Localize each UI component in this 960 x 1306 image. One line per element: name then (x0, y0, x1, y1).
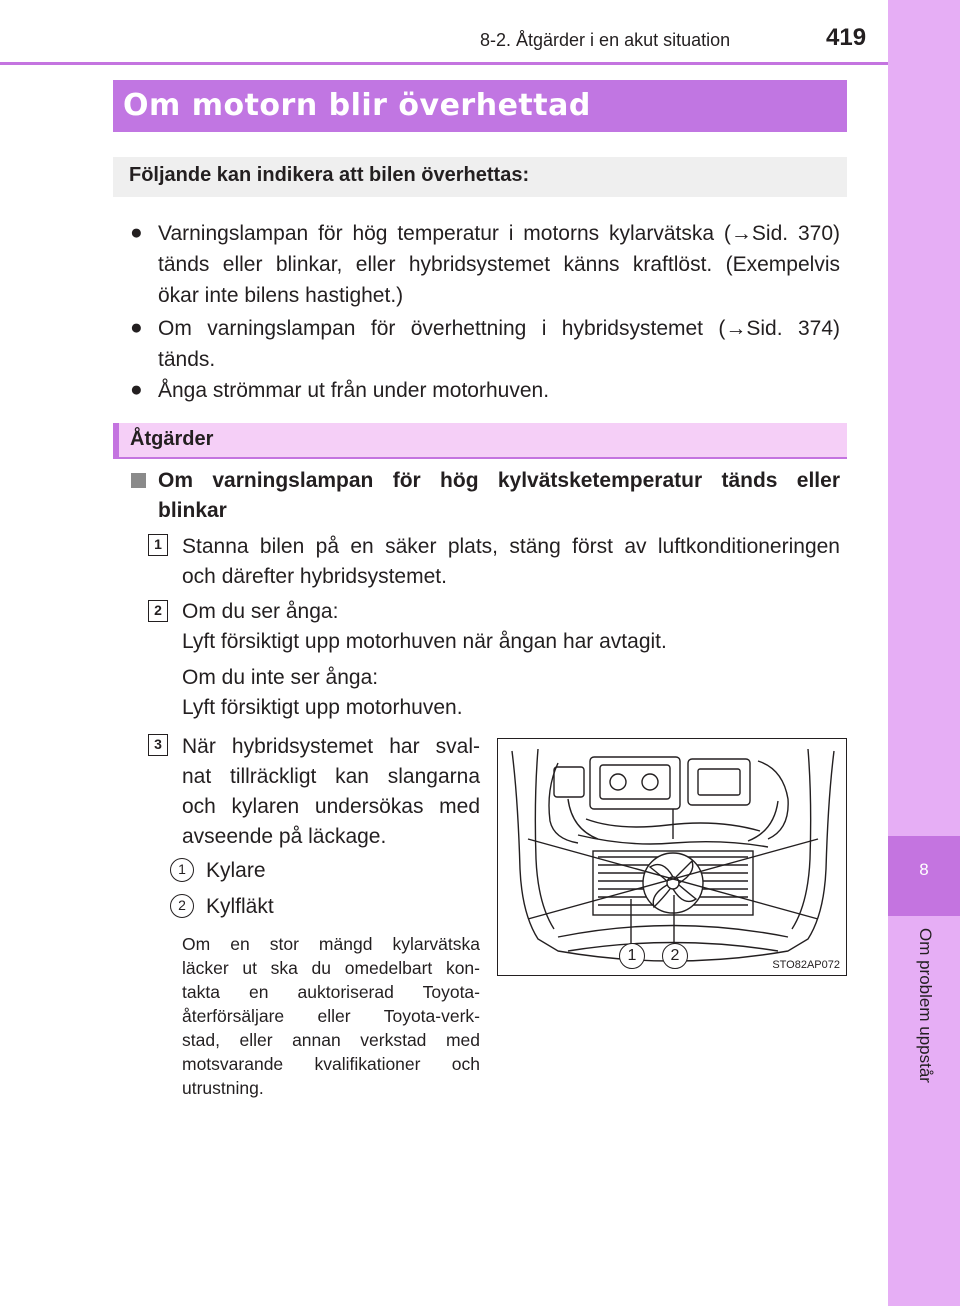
bullet-dot-icon: ● (130, 378, 143, 401)
bullet-line: ökar inte bilens hastighet.) (158, 284, 404, 307)
engine-bay-drawing (498, 739, 847, 976)
indicators-heading: Följande kan indikera att bilen överhettas: (129, 164, 530, 186)
bullet-line: tänds eller blinkar, eller hybridsystemet känns kraftlöst. (Exempelvis (158, 253, 840, 276)
actions-box (113, 423, 847, 459)
figure-code: STO82AP072 (772, 959, 840, 971)
figure-callout-1: 1 (619, 943, 645, 969)
legend-label-1: Kylare (206, 859, 266, 882)
bullet-line: Varningslampan för hög temperatur i motorns kylarvätska (→Sid. 370) (158, 222, 840, 245)
square-bullet-icon (131, 473, 146, 488)
warning-note: Om en stor mängd kylarvätska läcker ut ska du omedelbart kon- takta en auktoriserad Toyota- återförsäljare eller Toyota-verk- stad, eller annan verkstad med motsvarande kvalifikationer och utrustning. (182, 934, 480, 1098)
chapter-label: Om problem uppstår (916, 928, 935, 1083)
bullet-item (158, 218, 840, 311)
step-number-2: 2 (148, 600, 168, 622)
step-3-text: När hybridsystemet har sval- nat tillräckligt kan slangarna och kylaren undersökas med avseende på läckage. (182, 735, 480, 848)
bullet-dot-icon: ● (130, 316, 143, 339)
bullet-line: tänds. (158, 348, 216, 371)
page-number: 419 (826, 24, 867, 51)
indicators-box (113, 157, 847, 197)
bullet-line: Om varningslampan för överhettning i hybridsystemet (→Sid. 374) (158, 317, 840, 340)
legend-label-2: Kylfläkt (206, 895, 274, 918)
legend-number-1: 1 (170, 858, 194, 882)
section-title: 8-2. Åtgärder i en akut situation (480, 30, 731, 50)
figure-callout-2: 2 (662, 943, 688, 969)
step-2-text: Om du ser ånga: Lyft försiktigt upp motorhuven när ångan har avtagit. Om du inte ser ånga: Lyft försiktigt upp motorhuven. (182, 600, 667, 719)
bullet-item (158, 375, 840, 406)
title-bar (113, 80, 847, 132)
chapter-number: 8 (919, 860, 929, 879)
chapter-tab (888, 0, 960, 1306)
step-number-1: 1 (148, 534, 168, 556)
header-rule (0, 62, 888, 65)
step-number-3: 3 (148, 734, 168, 756)
legend-number-2: 2 (170, 894, 194, 918)
bullet-dot-icon: ● (130, 221, 143, 244)
bullet-line: Ånga strömmar ut från under motorhuven. (158, 379, 550, 402)
actions-heading: Åtgärder (130, 428, 214, 450)
step-1-text: Stanna bilen på en säker plats, stäng först av luftkonditioneringen och därefter hybridsystemet. (182, 535, 840, 588)
bullet-item (158, 313, 840, 375)
subheading: Om varningslampan för hög kylvätsketemperatur tänds eller blinkar (158, 469, 840, 522)
engine-bay-illustration (497, 738, 847, 976)
page-title: Om motorn blir överhettad (123, 88, 591, 123)
